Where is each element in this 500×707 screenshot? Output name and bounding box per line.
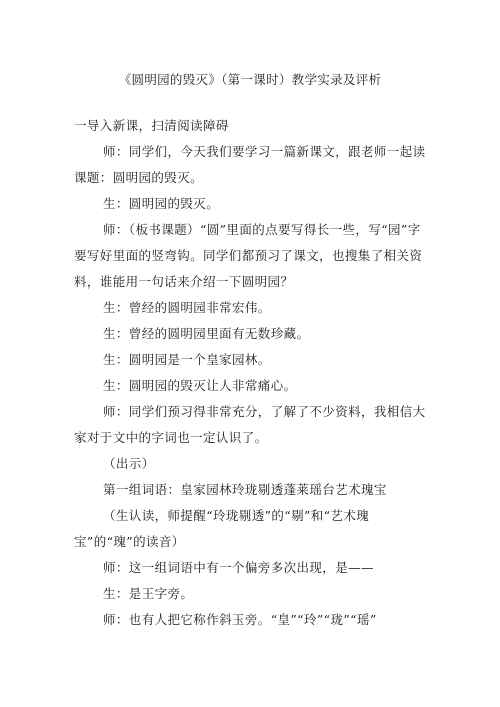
- paragraph: 第一组词语：皇家园林玲珑剔透蓬莱瑶台艺术瑰宝: [103, 482, 387, 497]
- paragraph: 生：圆明园是一个皇家园林。: [103, 352, 271, 367]
- paragraph: 生：圆明园的毁灭。: [103, 196, 220, 211]
- paragraph: 生：曾经的圆明园里面有无数珍藏。: [103, 326, 310, 341]
- section-heading: 一导入新课，扫清阅读障碍: [74, 118, 229, 133]
- paragraph: 师：这一组词语中有一个偏旁多次出现，是——: [103, 560, 374, 575]
- paragraph: 生：是王字旁。: [103, 586, 194, 601]
- paragraph: 师：（板书课题）“圆”里面的点要写得长一些，写“园”字要写好里面的竖弯钩。同学们都预习了课文，也搜集了相关资料，谁能用一句话来介绍一下圆明园？: [74, 222, 423, 289]
- paragraph: （生认读，师提醒“玲珑剔透”的“剔”和“艺术瑰宝”的“瑰”的读音）: [74, 508, 370, 549]
- document-title: 《圆明园的毁灭》（第一课时）教学实录及评析: [118, 72, 382, 87]
- paragraph: 师：同学们，今天我们要学习一篇新课文，跟老师一起读课题：圆明园的毁灭。: [74, 144, 426, 185]
- paragraph: 生：圆明园的毁灭让人非常痛心。: [103, 378, 297, 393]
- paragraph: 生：曾经的圆明园非常宏伟。: [103, 300, 271, 315]
- paragraph: 师：也有人把它称作斜玉旁。“皇”“玲”“珑”“瑶”: [103, 612, 377, 627]
- paragraph: 师：同学们预习得非常充分，了解了不少资料，我相信大家对于文中的字词也一定认识了。: [74, 404, 426, 445]
- paragraph: （出示）: [103, 456, 155, 471]
